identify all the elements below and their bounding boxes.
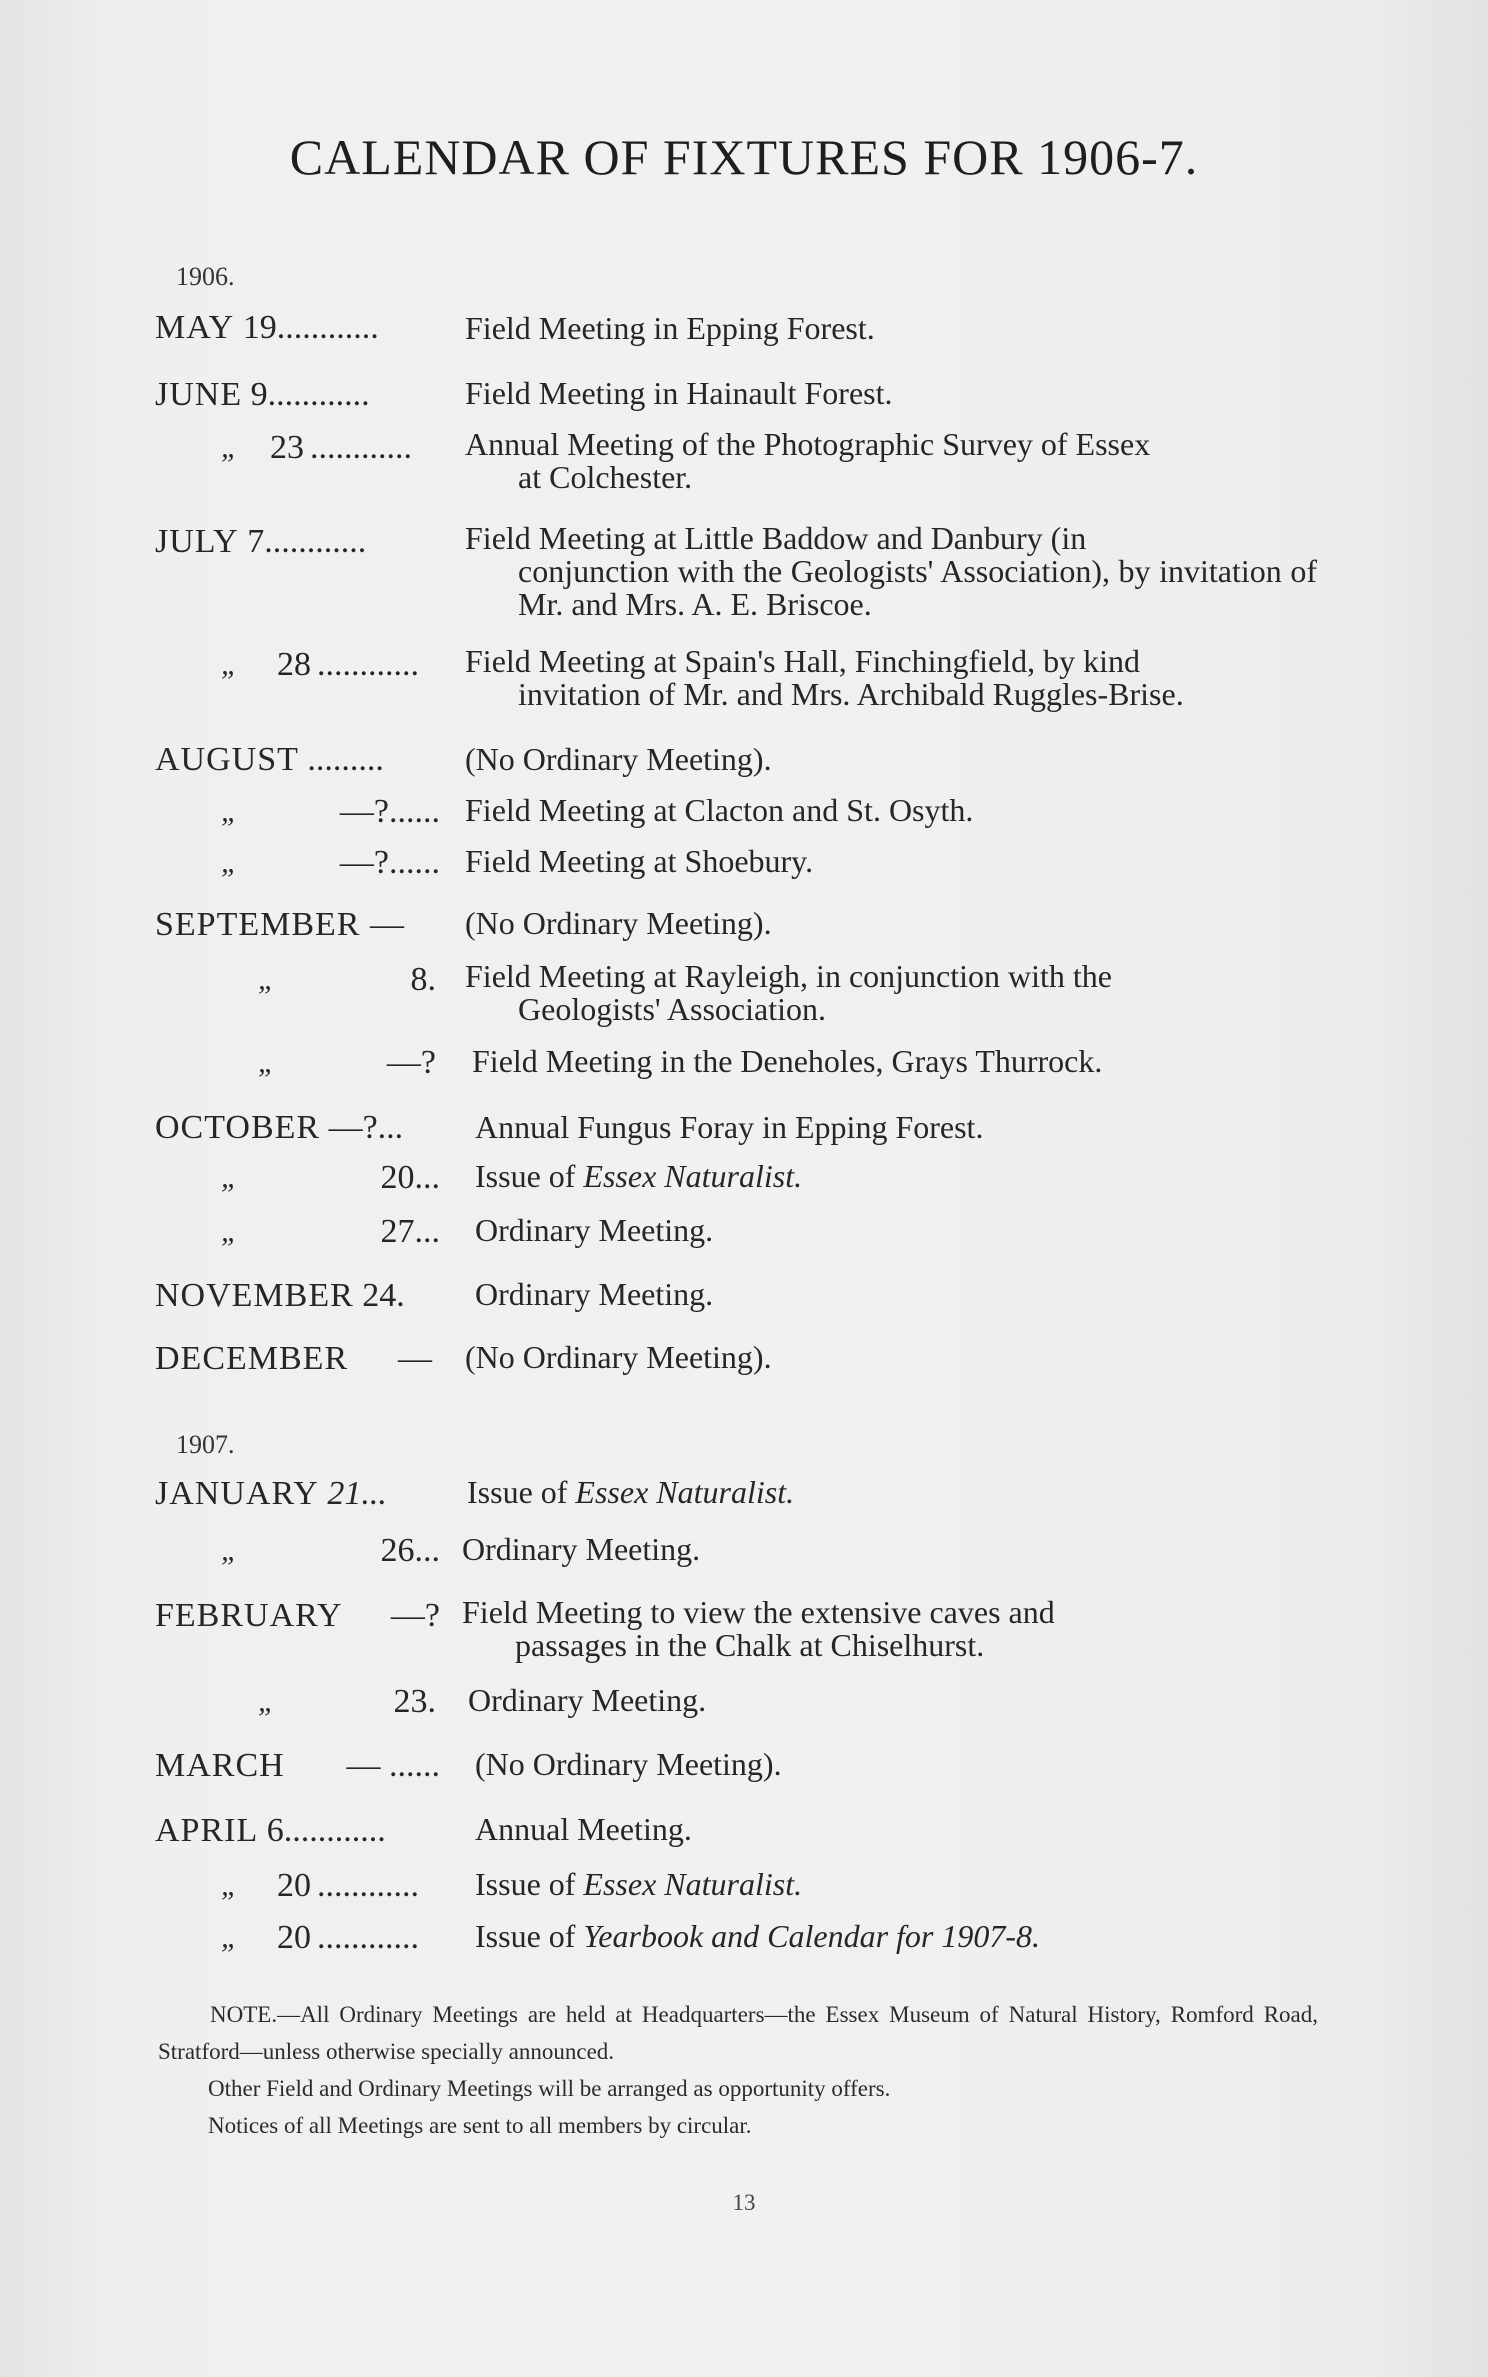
fixture-date: FEBRUARY —? [155, 1597, 440, 1634]
fixture-date: APRIL 6............ [155, 1812, 386, 1849]
year-label-1907: 1907. [176, 1430, 235, 1459]
ditto-mark: „ [221, 795, 238, 828]
ditto-mark: „ [221, 1869, 238, 1902]
note-line-3: Notices of all Meetings are sent to all members by circular. [208, 2113, 752, 2138]
fixture-description: Issue of Essex Naturalist. [475, 1866, 803, 1902]
fixture-description: Field Meeting in Hainault Forest. [465, 375, 893, 411]
fixture-description: Ordinary Meeting. [475, 1212, 714, 1248]
year-label-1906: 1906. [176, 262, 235, 291]
fixture-date: OCTOBER —?... [155, 1109, 404, 1146]
fixture-description: Field Meeting in Epping Forest. [465, 310, 875, 346]
fixture-date: MARCH — ...... [155, 1747, 440, 1784]
fixture-description: (No Ordinary Meeting). [475, 1746, 782, 1782]
note-line-2: Other Field and Ordinary Meetings will be arranged as opportunity offers. [208, 2076, 891, 2101]
note-line-1: NOTE.—All Ordinary Meetings are held at Headquarters—the Essex Museum of Natural History, Romford Road, Stratford—unless otherwise specially announced. [158, 2002, 1318, 2064]
fixture-description: Field Meeting at Little Baddow and Danbury (in conjunction with the Geologists' Association), by invitation of Mr. and Mrs. A. E. Briscoe. [465, 520, 1317, 622]
fixture-description: Ordinary Meeting. [475, 1276, 714, 1312]
fixture-date: NOVEMBER 24. [155, 1277, 405, 1314]
fixture-description: Field Meeting at Clacton and St. Osyth. [465, 792, 974, 828]
fixture-description: (No Ordinary Meeting). [465, 741, 772, 777]
ditto-mark: „ [221, 431, 238, 464]
ditto-mark: „ [221, 648, 238, 681]
ditto-mark: „ [221, 1161, 238, 1194]
fixture-description: Field Meeting at Shoebury. [465, 843, 814, 879]
fixture-date: MAY 19............ [155, 309, 379, 346]
ditto-mark: „ [258, 1685, 275, 1718]
ditto-mark: „ [221, 846, 238, 879]
fixture-description: Field Meeting in the Deneholes, Grays Thurrock. [472, 1043, 1103, 1079]
fixture-description: Annual Meeting. [475, 1811, 692, 1847]
fixture-date: JULY 7............ [155, 523, 367, 560]
ditto-mark: „ [258, 963, 275, 996]
fixture-description: Annual Fungus Foray in Epping Forest. [475, 1109, 984, 1145]
fixture-description: Ordinary Meeting. [462, 1531, 701, 1567]
ditto-mark: „ [221, 1534, 238, 1567]
page-number: 13 [732, 2190, 756, 2215]
fixture-date: AUGUST ......... [155, 741, 384, 778]
fixture-date: JUNE 9............ [155, 376, 370, 413]
fixture-description: Ordinary Meeting. [468, 1682, 707, 1718]
fixture-description: Field Meeting to view the extensive caves and passages in the Chalk at Chiselhurst. [462, 1594, 1055, 1663]
footnote [158, 1996, 1318, 2144]
page-title: CALENDAR OF FIXTURES FOR 1906-7. [289, 129, 1199, 185]
fixture-description: (No Ordinary Meeting). [465, 905, 772, 941]
document-page: CALENDAR OF FIXTURES FOR 1906-7. 1906. MAY 19............ Field Meeting in Epping Forest. JUNE 9............ Field Meeting in Hainault Forest. „ 23 ............ Annual Meeting of the Photographic Survey of Essex at Colchester. JULY 7............ Field Meeting at Little Baddow and Danbury (in conjunction with the Geologists' Association), by invitation of Mr. and Mrs. A. E. Briscoe. „ 28 ............ Field Meeting at Spain's Hall, Finchingfield, by kind invitation of Mr. and Mrs. Archibald Ruggles-Brise. AUGUST ......... (No Ordinary Meeting). „ —?...... Field Meeting at Clacton and St. Osyth. „ —?...... Field Meeting at Shoebury. SEPTEMBER — (No Ordinary Meeting). „ 8. Field Meeting at Rayleigh, in conjunction with the Geologists' Association. „ —? Field Meeting in the Deneholes, Grays Thurrock. OCTOBER —?... Annual Fungus Foray in Epping Forest. „ 20... Issue of Essex Naturalist. „ 27... Ordinary Meeting. NOVEMBER 24. Ordinary Meeting. DECEMBER — (No Ordinary Meeting). 1907. JANUARY 21... Issue of Essex Naturalist. „ 26... Ordinary Meeting. FEBRUARY —? Field Meeting to view the extensive caves and passages in the Chalk at Chiselhurst. „ 23. Ordinary Meeting. MARCH — ...... (No Ordinary Meeting). APRIL 6............ Annual Meeting. „ 20 ............ Issue of Essex Naturalist. „ 20 ............ Issue of Yearbook and Calendar for 1907-8. NOTE.—All Ordinary Meetings are held at Headquarters—the Essex Museum of Natural History, Romford Road, Stratford—unless otherwise specially announced. Other Field and Ordinary Meetings will be arranged as opportunity offers. Notices of all Meetings are sent to all members by circular. 13 [0, 0, 1488, 2377]
fixture-date: DECEMBER — [155, 1340, 432, 1377]
fixture-description: Field Meeting at Spain's Hall, Finchingfield, by kind invitation of Mr. and Mrs. Archibald Ruggles-Brise. [465, 643, 1184, 712]
ditto-mark: „ [221, 1215, 238, 1248]
fixture-description: (No Ordinary Meeting). [465, 1339, 772, 1375]
ditto-mark: „ [221, 1921, 238, 1954]
fixture-description: Issue of Yearbook and Calendar for 1907-8. [475, 1918, 1041, 1954]
fixture-description: Issue of Essex Naturalist. [475, 1158, 803, 1194]
fixture-description: Issue of Essex Naturalist. [467, 1474, 795, 1510]
fixture-description: Field Meeting at Rayleigh, in conjunction with the Geologists' Association. [465, 958, 1112, 1027]
ditto-mark: „ [258, 1046, 275, 1079]
fixture-description: Annual Meeting of the Photographic Survey of Essex at Colchester. [465, 426, 1151, 495]
fixture-date: SEPTEMBER — [155, 906, 405, 943]
fixture-date: JANUARY 21... [155, 1475, 387, 1512]
